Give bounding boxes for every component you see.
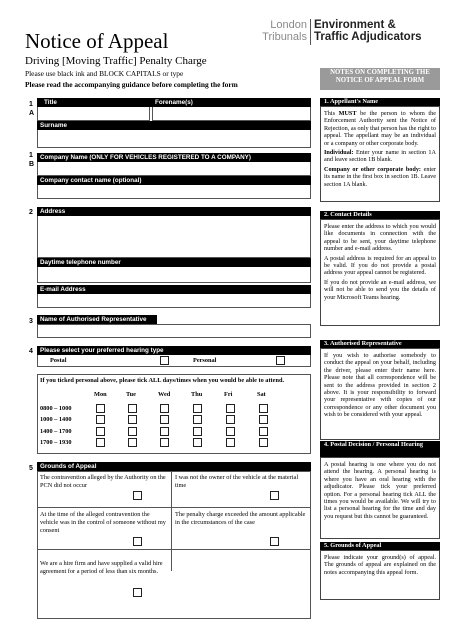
- note-1-p2-post: Enter your name in section 1A and leave section 1B blank.: [324, 149, 436, 164]
- availability-checkbox-sat-0[interactable]: [259, 404, 268, 413]
- logo-tribunals: Tribunals: [262, 31, 307, 43]
- availability-checkbox-sat-2[interactable]: [259, 427, 268, 436]
- note-1-p1-pre: This: [324, 110, 339, 117]
- availability-box: [37, 374, 311, 454]
- availability-checkbox-mon-2[interactable]: [96, 427, 105, 436]
- page-title: Notice of Appeal: [25, 29, 169, 53]
- availability-checkbox-thu-3[interactable]: [193, 438, 202, 447]
- section-letter: B: [29, 161, 35, 168]
- note-1-p3-post: enter its name in the first box in section 1B. Leave section 1A blank.: [324, 165, 436, 188]
- surname-label: Surname: [37, 121, 311, 130]
- section-number: 3: [29, 318, 33, 325]
- availability-checkbox-fri-0[interactable]: [226, 404, 235, 413]
- availability-checkbox-tue-1[interactable]: [128, 415, 137, 424]
- rep-label: Name of Authorised Representative: [37, 315, 157, 324]
- availability-checkbox-thu-0[interactable]: [193, 404, 202, 413]
- note-4-title: 4. Postal Decision / Personal Hearing: [320, 441, 440, 457]
- section-number: 1: [29, 101, 33, 108]
- rep-field[interactable]: [37, 324, 311, 338]
- time-label: 1700 – 1930: [40, 439, 72, 446]
- availability-checkbox-tue-3[interactable]: [128, 438, 137, 447]
- forename-field[interactable]: [152, 107, 311, 121]
- hearing-type-row: [37, 355, 311, 367]
- availability-checkbox-fri-3[interactable]: [226, 438, 235, 447]
- availability-checkbox-fri-2[interactable]: [226, 427, 235, 436]
- section-letter: A: [29, 110, 35, 117]
- availability-checkbox-tue-0[interactable]: [128, 404, 137, 413]
- personal-checkbox[interactable]: [276, 356, 285, 365]
- availability-checkbox-fri-1[interactable]: [226, 415, 235, 424]
- note-1-box: [320, 106, 440, 202]
- postal-label: Postal: [50, 357, 67, 364]
- grounds-divider-v: [171, 471, 172, 571]
- address-label: Address: [37, 207, 311, 216]
- note-1-p3: [324, 166, 436, 188]
- logo-environment: Environment &: [314, 19, 396, 31]
- ground-2-text: I was not the owner of the vehicle at the material time: [175, 474, 299, 489]
- logo-divider: [310, 19, 311, 45]
- day-label-wed: Wed: [158, 391, 171, 398]
- title-field[interactable]: [37, 107, 150, 121]
- grounds-divider-h2: [37, 549, 311, 550]
- ground-1-checkbox[interactable]: [133, 491, 142, 500]
- section-number: 4: [29, 348, 33, 355]
- logo-london: London: [270, 19, 307, 31]
- company-contact-field[interactable]: [37, 185, 311, 199]
- availability-checkbox-wed-2[interactable]: [160, 427, 169, 436]
- ground-3-text: At the time of the alleged contravention the vehicle was in the control of someone without my consent: [40, 511, 166, 534]
- note-1-title: 1. Appellant's Name: [320, 98, 440, 106]
- note-1-p2-bold: Individual:: [324, 149, 354, 157]
- time-label: 0800 – 1000: [40, 405, 72, 412]
- availability-checkbox-wed-1[interactable]: [160, 415, 169, 424]
- company-contact-label: Company contact name (optional): [37, 176, 311, 185]
- phone-field[interactable]: [37, 267, 311, 283]
- ink-instruction: Please use black ink and BLOCK CAPITALS or type: [25, 69, 184, 78]
- section-number: 5: [29, 465, 33, 472]
- availability-checkbox-mon-0[interactable]: [96, 404, 105, 413]
- note-1-p3-bold: Company or other corporate body:: [324, 165, 421, 173]
- email-label: E-mail Address: [37, 285, 311, 294]
- note-2-p2: A postal address is required for an appeal to be valid. If you do not provide a postal address your appeal cannot be registered.: [324, 254, 436, 277]
- personal-label: Personal: [193, 357, 217, 364]
- note-5-p1: Please indicate your ground(s) of appeal. The grounds of appeal are explained on the notes accompanying this appeal form.: [324, 554, 436, 576]
- note-3-p1: If you wish to authorise somebody to conduct the appeal on your behalf, including the driver, please enter their name here. Please note that all correspondence will be sent to the address provided in section 2 above. It is your responsibility to forward your representative with copies of our correspondence or any other document you wish to be considered with your appeal.: [324, 352, 436, 419]
- section-number: 1: [29, 152, 33, 159]
- ground-1-text: The contravention alleged by the Authority on the PCN did not occur: [40, 474, 166, 489]
- note-1-p2: [324, 149, 436, 164]
- note-1-p1-post: be the person to whom the Enforcement Authority sent the Notice of Rejection, as only that person has the right to appeal. The appellant may be an individual or a company or other corporate body.: [324, 110, 436, 147]
- section-number: 2: [29, 209, 33, 216]
- ground-2-checkbox[interactable]: [270, 491, 279, 500]
- note-2-p1: Please enter the address to which you would like documents in connection with the appeal to be sent, your daytime telephone number and e-mail address.: [324, 223, 436, 253]
- availability-checkbox-sat-3[interactable]: [259, 438, 268, 447]
- day-label-sat: Sat: [257, 391, 266, 398]
- ground-4-checkbox[interactable]: [270, 537, 279, 546]
- ground-3-checkbox[interactable]: [133, 537, 142, 546]
- time-label: 1400 – 1700: [40, 428, 72, 435]
- title-label: Title: [44, 99, 57, 106]
- ground-5-checkbox[interactable]: [133, 588, 142, 597]
- time-label: 1000 – 1400: [40, 416, 72, 423]
- notes-header: NOTES ON COMPLETING THE NOTICE OF APPEAL FORM: [320, 68, 440, 90]
- forename-label: Forename(s): [155, 99, 193, 106]
- availability-checkbox-wed-0[interactable]: [160, 404, 169, 413]
- availability-checkbox-thu-1[interactable]: [193, 415, 202, 424]
- day-label-thu: Thu: [191, 391, 203, 398]
- availability-instruction: If you ticked personal above, please tick ALL days/times when you would be able to attend.: [40, 377, 285, 384]
- note-2-box: [320, 219, 440, 326]
- note-3-box: [320, 348, 440, 440]
- phone-label: Daytime telephone number: [37, 258, 311, 267]
- availability-checkbox-wed-3[interactable]: [160, 438, 169, 447]
- note-1-p1: [324, 110, 436, 147]
- note-5-box: [320, 550, 440, 600]
- hearing-type-header: Please select your preferred hearing type: [37, 346, 311, 355]
- postal-checkbox[interactable]: [160, 356, 169, 365]
- day-label-fri: Fri: [224, 391, 233, 398]
- grounds-divider-h1: [37, 507, 311, 508]
- grounds-header: Grounds of Appeal: [37, 462, 311, 471]
- day-label-mon: Mon: [94, 391, 107, 398]
- availability-checkbox-tue-2[interactable]: [128, 427, 137, 436]
- guidance-instruction: Please read the accompanying guidance before completing the form: [25, 80, 238, 89]
- company-name-field[interactable]: [37, 162, 311, 176]
- note-1-p1-bold: MUST: [338, 110, 357, 117]
- address-field[interactable]: [37, 216, 311, 258]
- note-4-box: [320, 457, 440, 539]
- availability-checkbox-mon-3[interactable]: [96, 438, 105, 447]
- company-name-label: Company Name (ONLY FOR VEHICLES REGISTERED TO A COMPANY): [37, 153, 311, 162]
- availability-checkbox-mon-1[interactable]: [96, 415, 105, 424]
- page-subtitle: Driving [Moving Traffic] Penalty Charge: [25, 55, 207, 67]
- day-label-tue: Tue: [126, 391, 136, 398]
- note-2-title: 2. Contact Details: [320, 211, 440, 219]
- logo-traffic: Traffic Adjudicators: [314, 31, 422, 43]
- surname-field[interactable]: [37, 130, 311, 148]
- availability-checkbox-sat-1[interactable]: [259, 415, 268, 424]
- email-field[interactable]: [37, 294, 311, 308]
- title-forename-header: [37, 98, 311, 107]
- note-3-title: 3. Authorised Representative: [320, 340, 440, 348]
- note-5-title: 5. Grounds of Appeal: [320, 542, 440, 550]
- ground-4-text: The penalty charge exceeded the amount applicable in the circumstances of the case: [175, 511, 306, 526]
- note-2-p3: If you do not provide an e-mail address, we will not be able to send you the details of your Microsoft Teams hearing.: [324, 278, 436, 301]
- ground-5-text: We are a hire firm and have supplied a valid hire agreement for a period of less than six months.: [40, 560, 163, 575]
- note-4-p1: A postal hearing is one where you do not attend the hearing. A personal hearing is where you have an oral hearing with the adjudicator. Please tick your preferred option. For a personal hearing tick ALL the times you would be available. We will try to list a personal hearing for the time and day you request but this cannot be guaranteed.: [324, 461, 436, 520]
- availability-checkbox-thu-2[interactable]: [193, 427, 202, 436]
